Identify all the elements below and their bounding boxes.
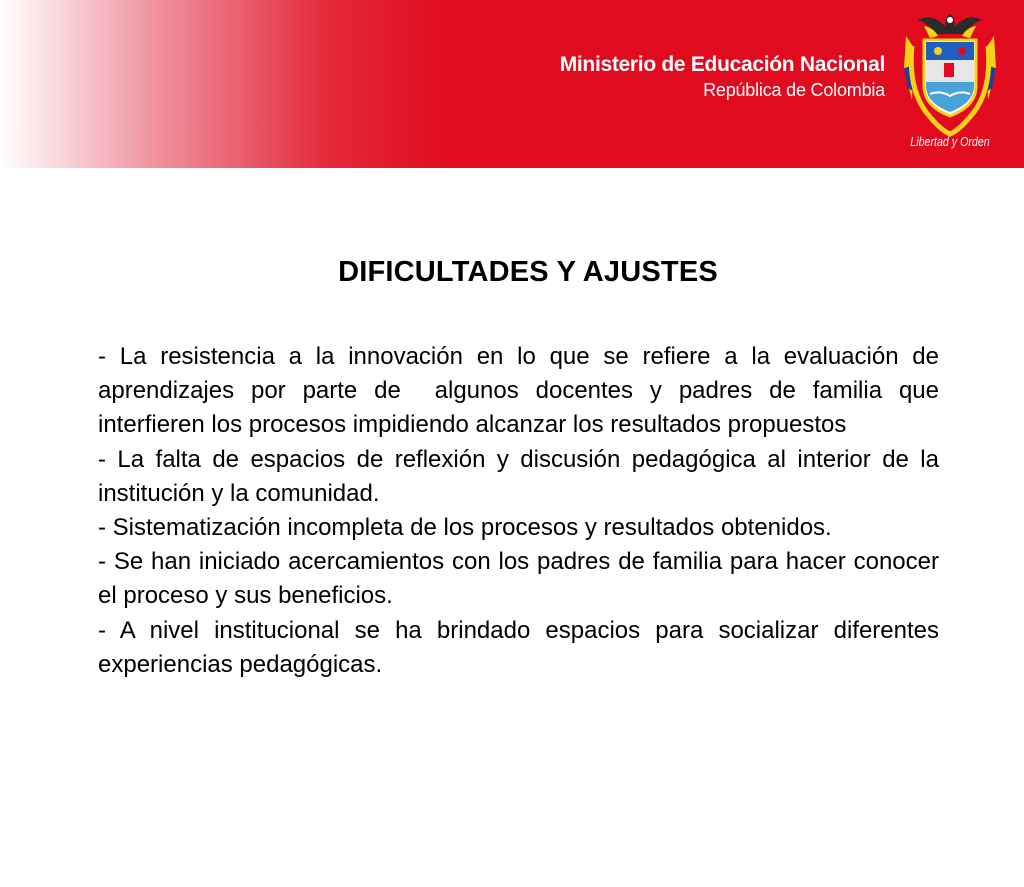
slide-body bbox=[98, 340, 946, 682]
seal-condor bbox=[918, 14, 982, 38]
ministry-country: República de Colombia bbox=[703, 80, 885, 100]
difficulty-item: - Se han iniciado acercamientos con los padres de familia para hacer conocer el proceso y sus beneficios. bbox=[98, 548, 946, 610]
seal-shield bbox=[924, 40, 976, 116]
difficulty-item: - A nivel institucional se ha brindado espacios para socializar diferentes experiencias pedagógicas. bbox=[98, 616, 946, 678]
difficulty-item: - La falta de espacios de reflexión y discusión pedagógica al interior de la institución y la comunidad. bbox=[98, 445, 946, 507]
header-banner bbox=[0, 0, 1024, 168]
ministry-name: Ministerio de Educación Nacional bbox=[559, 53, 885, 76]
seal-motto: Libertad y Orden bbox=[910, 134, 990, 149]
slide-title: DIFICULTADES Y AJUSTES bbox=[338, 256, 718, 288]
difficulty-item: - La resistencia a la innovación en lo que se refiere a la evaluación de aprendizajes por parte de algunos docentes y padres de familia que interfieren los procesos impidiendo alcanzar los resultados propuestos bbox=[98, 343, 946, 439]
difficulty-item: - Sistematización incompleta de los procesos y resultados obtenidos. bbox=[98, 514, 832, 542]
ministry-block bbox=[560, 52, 885, 102]
